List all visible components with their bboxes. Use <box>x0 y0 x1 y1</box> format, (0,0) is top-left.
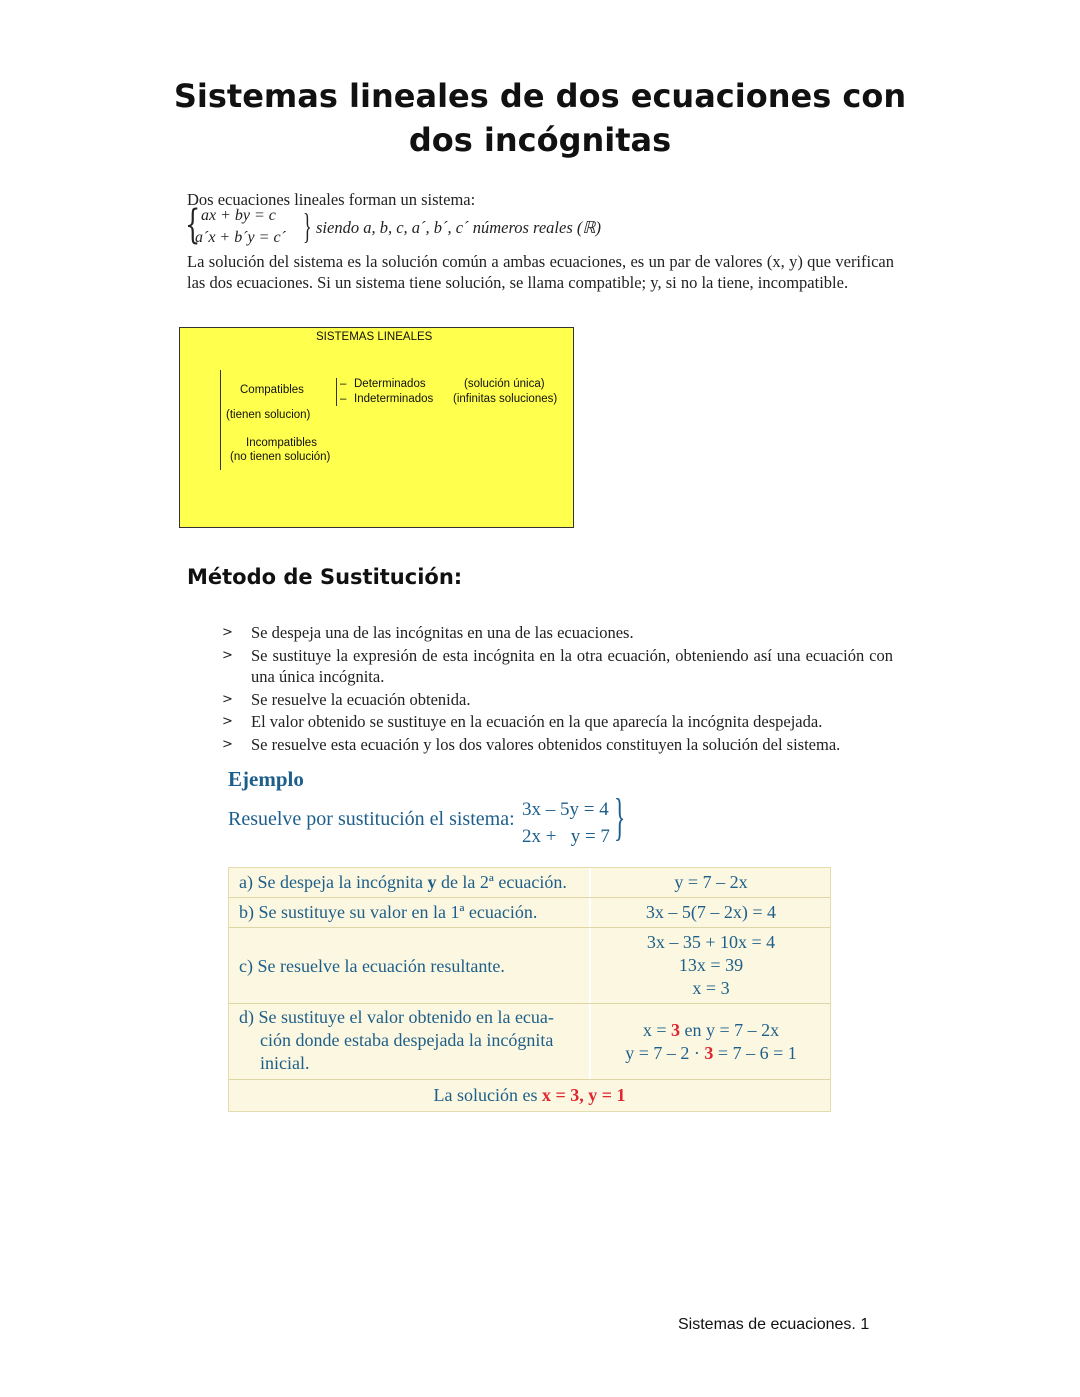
right-brace: } <box>303 206 312 246</box>
example-table <box>228 867 831 1112</box>
incompatibles-label: Incompatibles <box>246 437 317 449</box>
list-item: > Se sustituye la expresión de esta incógnita en la otra ecuación, obteniendo así una ecuación con una única incógnita. <box>222 645 893 686</box>
list-item: > El valor obtenido se sustituye en la ecuación en la que aparecía la incógnita despejada. <box>222 712 823 731</box>
determinados-sub: (solución única) <box>464 378 545 390</box>
page-footer: Sistemas de ecuaciones. 1 <box>678 1316 870 1333</box>
arrow-icon: > <box>222 691 233 707</box>
example-eq2: 2x + y = 7 <box>522 826 610 847</box>
example-question: Resuelve por sustitución el sistema: <box>228 808 515 830</box>
arrow-icon: > <box>222 647 233 663</box>
list-item: > Se resuelve esta ecuación y los dos valores obtenidos constituyen la solución del sistema. <box>222 734 841 754</box>
classification-box: SISTEMAS LINEALES Compatibles (tienen solucion) – – Determinados Indeterminados (solución única) (infinitas soluciones) Incompatibles (no tienen solución) <box>179 327 574 528</box>
arrow-icon: > <box>222 736 233 752</box>
indeterminados-label: Indeterminados <box>354 393 434 405</box>
indeterminados-sub: (infinitas soluciones) <box>453 393 558 405</box>
list-item: > Se despeja una de las incógnitas en una de las ecuaciones. <box>222 623 634 642</box>
arrow-icon: > <box>222 714 233 729</box>
example-title: Ejemplo <box>228 767 304 791</box>
example-system <box>522 796 610 850</box>
arrow-icon: > <box>222 625 233 640</box>
final-solution: La solución es x = 3, y = 1 <box>433 1085 626 1105</box>
general-system <box>185 202 665 249</box>
steps-list <box>218 622 893 756</box>
system-eq1: ax + by = c <box>201 207 276 224</box>
left-brace: { <box>185 202 201 248</box>
solution-paragraph: La solución del sistema es la solución común a ambas ecuaciones, es un par de valores (x, y) que verifican las dos ecuaciones. Si un sistema tiene solución, se llama compatible; y, si no la tiene, incompatible. <box>187 252 894 292</box>
compatibles-sub: (tienen solucion) <box>226 409 311 421</box>
page-title: Sistemas lineales de dos ecuaciones con dos incógnitas <box>173 77 907 159</box>
example-brace: } <box>614 789 626 846</box>
compatibles-label: Compatibles <box>240 384 304 396</box>
table-row: a) Se despeja la incógnita y de la 2ª ecuación. y = 7 – 2x <box>229 868 830 898</box>
list-item: > Se resuelve la ecuación obtenida. <box>222 689 471 709</box>
table-row: d) Se sustituye el valor obtenido en la ecua- ción donde estaba despejada la incógnita inicial. x = 3 en y = 7 – 2x y = 7 – 2 · 3 = 7 – 6 = 1 <box>229 1004 830 1080</box>
system-eq2: a´x + b´y = c´ <box>195 229 286 246</box>
method-title: Método de Sustitución: <box>187 565 463 589</box>
scheme-title: SISTEMAS LINEALES <box>316 331 433 343</box>
incompatibles-sub: (no tienen solución) <box>230 451 331 463</box>
table-row: c) Se resuelve la ecuación resultante. 3x – 35 + 10x = 4 13x = 39 x = 3 <box>229 928 830 1004</box>
table-row: b) Se sustituye su valor en la 1ª ecuación. 3x – 5(7 – 2x) = 4 <box>229 898 830 928</box>
determinados-label: Determinados <box>354 378 426 390</box>
intro-text: Dos ecuaciones lineales forman un sistema: <box>187 190 476 209</box>
example-eq1: 3x – 5y = 4 <box>522 799 609 820</box>
system-condition: siendo a, b, c, a´, b´, c´ números reales (ℝ) <box>316 218 601 237</box>
